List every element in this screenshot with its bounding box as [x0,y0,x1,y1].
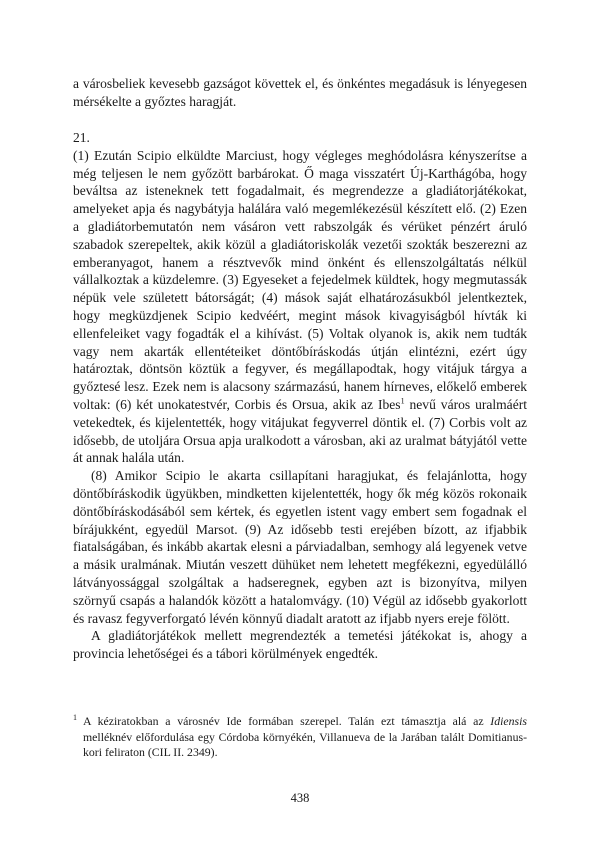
paragraph-2: (8) Amikor Scipio le akarta csillapítani haragjukat, és felajánlotta, hogy döntőbíráskodik ügyükben, mindketten kijelentették, hogy ők még közös rokonaik döntőbíráskodásából sem kértek, és egyetlen istent vagy embert sem fogadnak el bírájukként, egyedül Marsot. (9) Az idősebb testi erejében bízott, az ifjabbik fiatalságában, és inkább akartak elesni a párviadalban, semhogy alá legyenek vetve a másik uralmának. Miután veszett dühüket nem lehetett megfékezni, egyedülálló látványossággal szolgáltak a hadseregnek, egyben azt is bizonyítva, milyen szörnyű csapás a halandók között a hatalomvágy. (10) Végül az idősebb gyakorlott és ravasz fegyverforgató lévén könnyű diadalt aratott az ifjabb nyers ereje fölött. [73,468,527,626]
paragraph-3: A gladiátorjátékok mellett megrendezték a temetési játékokat is, ahogy a provincia lehetőségei és a tábori körülmények engedték. [73,628,527,662]
footnote-mark: 1 [73,713,77,723]
footnote-text-a: A kéziratokban a városnév Ide formában szerepel. Talán ezt támasztja alá az [77,714,491,728]
paragraph-text: a városbeliek kevesebb gazságot követtek el, és önkéntes megadásuk is lényegesen mérsékelte a győztes haragját. [73,76,527,109]
paragraph-1 [73,147,527,467]
footnote-1 [73,714,527,761]
footnotes [73,714,527,761]
page-number: 438 [290,791,310,805]
footnote-reference: 1 [400,396,405,406]
paragraph-1-text-a: (1) Ezután Scipio elküldte Marciust, hogy végleges meghódolásra kényszerítse a még teljesen le nem győzött barbárokat. Ő maga visszatért Új-Karthágóba, hogy beváltsa az isteneknek tett fogadalmait, és megrendezze a gladiátorjátékokat, amelyeket apja és nagybátyja halálára való megemlékezésül készített elő. (2) Ezen a gladiátorbemutatón nem vásáron vett rabszolgák és vérüket pénzért áruló szabadok szerepeltek, akik közül a gladiátoriskolák vezetői szokták beszerezni az emberanyagot, hanem a résztvevők mind önként és ellenszolgáltatás nélkül vállalkoztak a küzdelemre. (3) Egyeseket a fejedelmek küldtek, hogy megmutassák népük vele született bátorságát; (4) mások saját elhatározásukból jelentkeztek, hogy megküzdjenek Scipio kedvéért, megint mások kivagyiságból hívták ki ellenfeleiket vagy fogadták el a kihívást. (5) Voltak olyanok is, akik nem tudták vagy nem akarták ellentéteiket döntőbíráskodás útján elintézni, ezért úgy határoztak, döntsön köztük a fegyver, és megállapodtak, hogy vitájuk tárgya a győztesé lesz. Ezek nem is alacsony származású, hanem hírneves, előkelő emberek voltak: (6) két unokatestvér, Corbis és Orsua, akik az Ibes [73,147,527,412]
continued-paragraph [73,75,527,111]
paragraph-1-text-b: nevű város uralmáért vetekedtek, és kijelentették, hogy vitájukat fegyverrel döntik el. (7) Corbis volt az idősebb, de utoljára Orsua apja uralkodott a városban, aki az uralmat bátyjától vette át annak halála után. [73,396,527,466]
chapter-21 [73,129,527,663]
footnote-italic-word: Idiensis [490,714,527,728]
footnote-text-b: melléknév előfordulása egy Córdoba környékén, Villanueva de la Jarában talált Domitianus-kori feliraton (CIL II. 2349). [83,729,527,760]
chapter-number: 21. [73,130,90,145]
